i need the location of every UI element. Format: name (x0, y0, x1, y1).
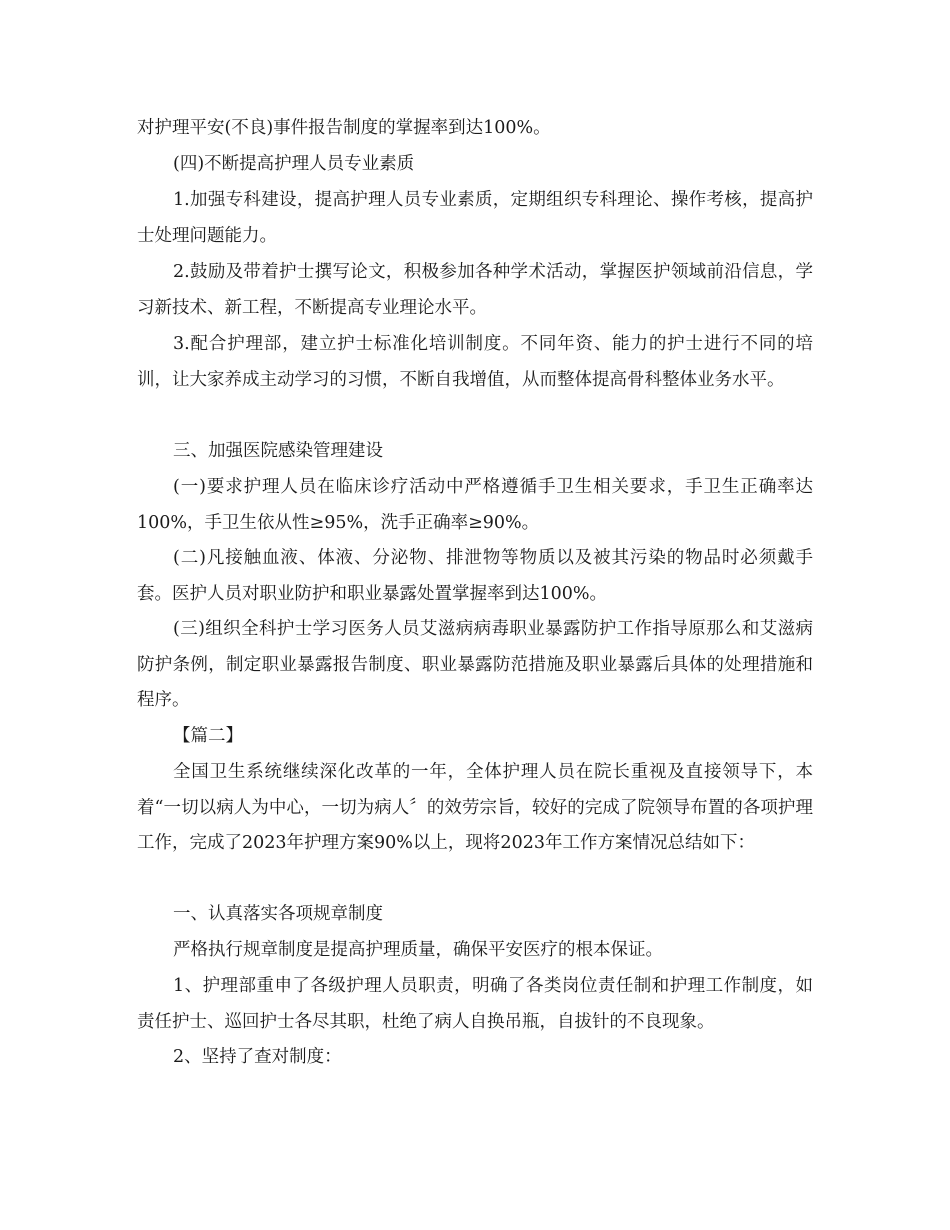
paragraph-responsibilities: 1、护理部重申了各级护理人员职责，明确了各类岗位责任制和护理工作制度，如责任护士、巡回护士各尽其职，杜绝了病人自换吊瓶，自拔针的不良现象。 (137, 976, 813, 1032)
section-heading-part-two: 【篇二】 (173, 726, 243, 746)
paragraph-item-3: 3.配合护理部，建立护士标准化培训制度。不同年资、能力的护士进行不同的培训，让大家养成主动学习的习惯，不断自我增值，从而整体提高骨科整体业务水平。 (137, 334, 813, 390)
paragraph-strict-execution: 严格执行规章制度是提高护理质量，确保平安医疗的根本保证。 (173, 940, 663, 960)
paragraph-aids-training: (三)组织全科护士学习医务人员艾滋病病毒职业暴露防护工作指导原那么和艾滋病防护条例，制定职业暴露报告制度、职业暴露防范措施及职业暴露后具体的处理措施和程序。 (137, 619, 813, 711)
paragraph-intro: 全国卫生系统继续深化改革的一年，全体护理人员在院长重视及直接领导下，本着“一切以病人为中心，一切为病人〞的效劳宗旨，较好的完成了院领导布置的各项护理工作，完成了2023年护理方案90%以上，现将2023年工作方案情况总结如下： (137, 762, 813, 854)
heading-infection-management: 三、加强医院感染管理建设 (173, 441, 383, 461)
paragraph-gloves: (二)凡接触血液、体液、分泌物、排泄物等物质以及被其污染的物品时必须戴手套。医护人员对职业防护和职业暴露处置掌握率到达100%。 (137, 548, 813, 604)
paragraph-item-1: 1.加强专科建设，提高护理人员专业素质，定期组织专科理论、操作考核，提高护士处理问题能力。 (137, 190, 813, 246)
heading-regulations: 一、认真落实各项规章制度 (173, 904, 383, 924)
paragraph-check-system: 2、坚持了查对制度： (173, 1047, 342, 1067)
heading-improve-quality: (四)不断提高护理人员专业素质 (173, 154, 415, 174)
paragraph-hand-hygiene: (一)要求护理人员在临床诊疗活动中严格遵循手卫生相关要求，手卫生正确率达100%，手卫生依从性≥95%，洗手正确率≥90%。 (137, 477, 813, 533)
paragraph-reporting-rate: 对护理平安(不良)事件报告制度的掌握率到达100%。 (137, 118, 551, 138)
paragraph-item-2: 2.鼓励及带着护士撰写论文，积极参加各种学术活动，掌握医护领域前沿信息，学习新技术、新工程，不断提高专业理论水平。 (137, 262, 813, 318)
